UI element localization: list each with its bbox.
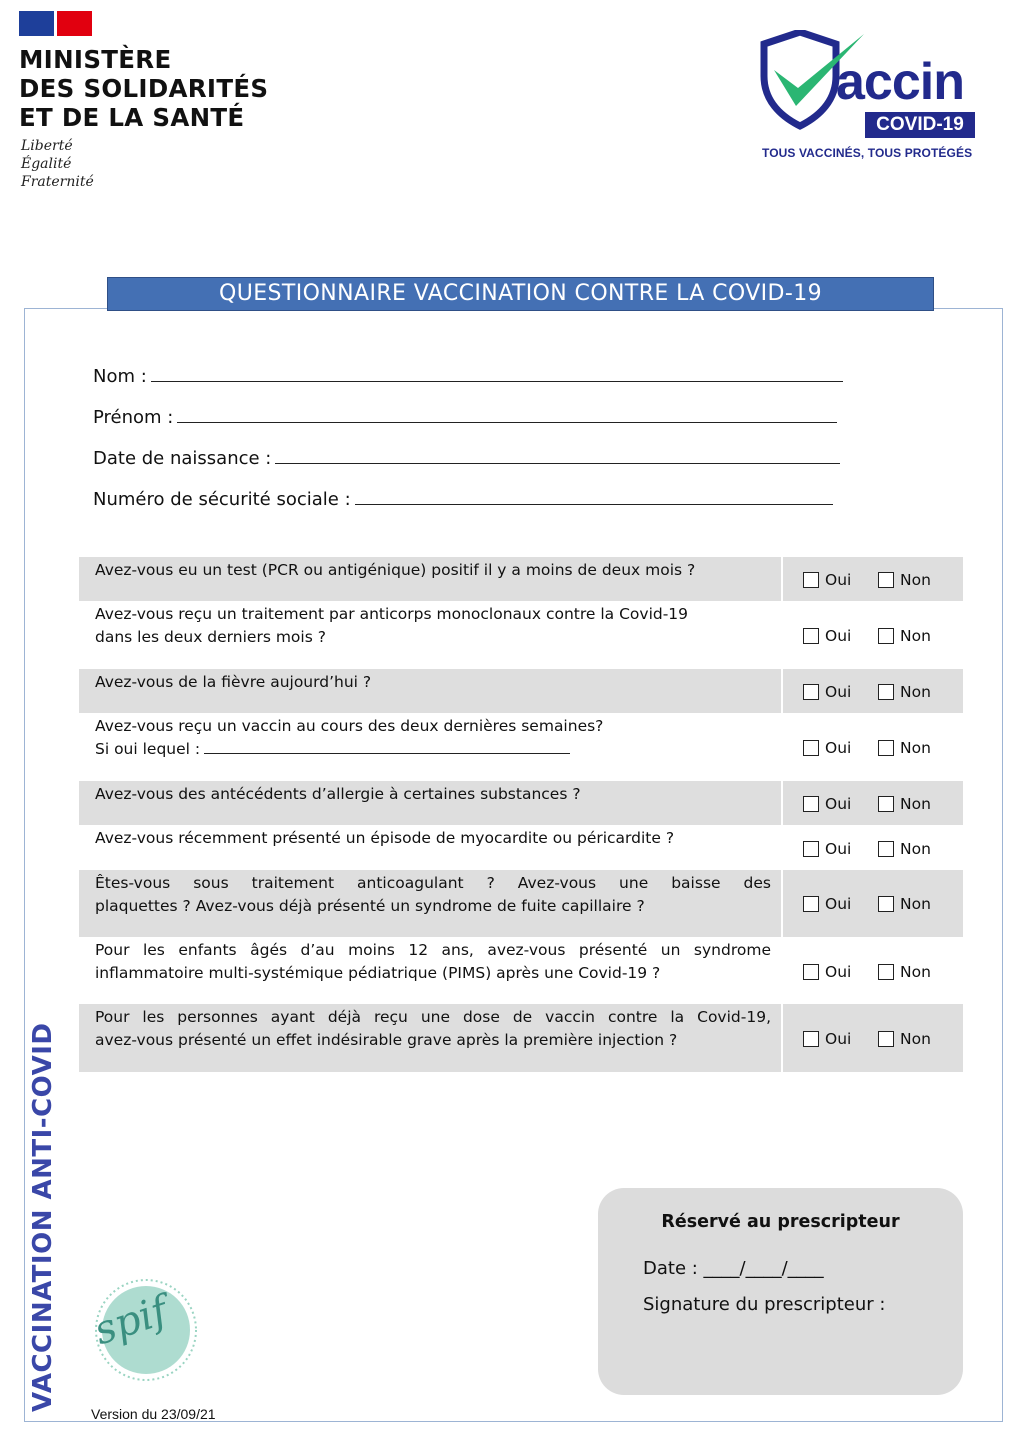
field-date-naissance[interactable] [93, 448, 840, 470]
checkbox-icon[interactable] [878, 628, 894, 644]
checkbox-icon[interactable] [803, 796, 819, 812]
question-2-line-2: dans les deux derniers mois ? [95, 627, 326, 646]
checkbox-icon[interactable] [803, 740, 819, 756]
motto-fraternite: Fraternité [21, 174, 94, 190]
vaccin-tagline: TOUS VACCINÉS, TOUS PROTÉGÉS [762, 146, 973, 160]
version-text: Version du 23/09/21 [91, 1406, 216, 1422]
vaccin-word: accin [836, 53, 964, 111]
prescriber-signature-field[interactable]: Signature du prescripteur : [643, 1294, 886, 1315]
q7-non-checkbox[interactable] [878, 894, 931, 914]
q3-oui-label: Oui [825, 683, 852, 701]
question-text-2 [79, 601, 781, 669]
checkbox-icon[interactable] [878, 684, 894, 700]
q5-oui-checkbox[interactable] [803, 794, 851, 814]
q2-oui-label: Oui [825, 627, 852, 645]
question-row-3 [79, 669, 963, 713]
q8-non-label: Non [900, 963, 931, 981]
question-9-line-2: avez-vous présenté un effet indésirable grave après la première injection ? [95, 1030, 678, 1049]
q9-non-checkbox[interactable] [878, 1029, 931, 1049]
question-row-5 [79, 781, 963, 825]
ministry-line-1: MINISTÈRE [19, 45, 172, 74]
field-nom-label: Nom : [93, 366, 147, 387]
checkbox-icon[interactable] [803, 1031, 819, 1047]
checkbox-icon[interactable] [803, 628, 819, 644]
field-nom-line[interactable] [151, 367, 843, 382]
checkbox-icon[interactable] [878, 572, 894, 588]
question-options-7 [783, 870, 963, 937]
question-4-line-1: Avez-vous reçu un vaccin au cours des deux dernières semaines? [95, 717, 604, 735]
checkbox-icon[interactable] [878, 796, 894, 812]
question-row-7 [79, 870, 963, 937]
q4-oui-label: Oui [825, 739, 852, 757]
checkbox-icon[interactable] [878, 740, 894, 756]
question-text-4 [79, 713, 781, 781]
q4-non-label: Non [900, 739, 931, 757]
q2-non-label: Non [900, 627, 931, 645]
q8-oui-checkbox[interactable] [803, 962, 851, 982]
question-4-line-2 [95, 738, 771, 761]
q8-oui-label: Oui [825, 963, 852, 981]
ministry-name [19, 45, 268, 132]
checkbox-icon[interactable] [803, 572, 819, 588]
q2-oui-checkbox[interactable] [803, 626, 851, 646]
question-8-line-1: Pour les enfants âgés d’au moins 12 ans, avez-vous présenté un syndrome [95, 941, 771, 959]
flag-red [57, 11, 92, 36]
q2-non-checkbox[interactable] [878, 626, 931, 646]
prescriber-date-field[interactable]: Date : ____/____/____ [643, 1258, 824, 1279]
question-row-6 [79, 825, 963, 870]
q5-non-checkbox[interactable] [878, 794, 931, 814]
checkbox-icon[interactable] [803, 841, 819, 857]
question-8-line-2: inflammatoire multi-systémique pédiatrique (PIMS) après une Covid-19 ? [95, 963, 661, 982]
question-7-line-2: plaquettes ? Avez-vous déjà présenté un syndrome de fuite capillaire ? [95, 896, 645, 915]
motto-egalite: Égalité [21, 156, 72, 172]
q9-non-label: Non [900, 1030, 931, 1048]
ministry-line-2: DES SOLIDARITÉS [19, 74, 269, 103]
field-date-naissance-line[interactable] [275, 449, 840, 464]
vaccine-name-line[interactable] [204, 741, 570, 754]
question-5-line-1: Avez-vous des antécédents d’allergie à certaines substances ? [95, 785, 581, 803]
checkbox-icon[interactable] [803, 684, 819, 700]
question-6-line-1: Avez-vous récemment présenté un épisode de myocardite ou péricardite ? [95, 829, 675, 847]
q1-oui-checkbox[interactable] [803, 570, 851, 590]
question-options-4 [783, 713, 963, 781]
flag-blue [19, 11, 54, 36]
question-text-6 [79, 825, 781, 870]
field-securite-sociale-line[interactable] [355, 490, 833, 505]
q1-non-checkbox[interactable] [878, 570, 931, 590]
field-prenom-label: Prénom : [93, 407, 174, 428]
field-prenom[interactable] [93, 407, 837, 429]
republic-motto [21, 137, 94, 191]
question-text-9 [79, 1004, 781, 1072]
question-options-5 [783, 781, 963, 825]
q9-oui-checkbox[interactable] [803, 1029, 851, 1049]
question-text-8 [79, 937, 781, 1004]
question-options-1 [783, 557, 963, 601]
q5-oui-label: Oui [825, 795, 852, 813]
checkbox-icon[interactable] [803, 964, 819, 980]
q7-non-label: Non [900, 895, 931, 913]
question-9-line-1: Pour les personnes ayant déjà reçu une dose de vaccin contre la Covid-19, [95, 1008, 771, 1026]
q3-oui-checkbox[interactable] [803, 682, 851, 702]
spif-logo [90, 1278, 198, 1386]
form-title: QUESTIONNAIRE VACCINATION CONTRE LA COVID-19 [107, 277, 934, 311]
checkbox-icon[interactable] [878, 1031, 894, 1047]
question-text-1 [79, 557, 781, 601]
q3-non-label: Non [900, 683, 931, 701]
question-options-6 [783, 825, 963, 870]
q5-non-label: Non [900, 795, 931, 813]
question-row-4 [79, 713, 963, 781]
q7-oui-checkbox[interactable] [803, 894, 851, 914]
vaccin-covid-logo [760, 30, 980, 165]
question-row-8 [79, 937, 963, 1004]
question-4-line-2-label: Si oui lequel : [95, 739, 201, 758]
question-row-2 [79, 601, 963, 669]
question-2-line-1: Avez-vous reçu un traitement par anticorps monoclonaux contre la Covid-19 [95, 605, 689, 623]
question-options-3 [783, 669, 963, 713]
checkbox-icon[interactable] [878, 841, 894, 857]
field-securite-sociale-label: Numéro de sécurité sociale : [93, 489, 351, 510]
question-text-7 [79, 870, 781, 937]
covid-badge: COVID-19 [865, 112, 975, 138]
prescriber-title: Réservé au prescripteur [661, 1212, 900, 1232]
prescriber-box [598, 1188, 963, 1395]
spif-word: spif [88, 1287, 174, 1355]
q1-non-label: Non [900, 571, 931, 589]
field-prenom-line[interactable] [177, 408, 837, 423]
q6-oui-checkbox[interactable] [803, 839, 851, 859]
question-options-2 [783, 601, 963, 669]
side-label: VACCINATION ANTI-COVID [28, 1022, 58, 1412]
question-row-1 [79, 557, 963, 601]
checkbox-icon[interactable] [803, 896, 819, 912]
q9-oui-label: Oui [825, 1030, 852, 1048]
q6-non-checkbox[interactable] [878, 839, 931, 859]
q7-oui-label: Oui [825, 895, 852, 913]
q1-oui-label: Oui [825, 571, 852, 589]
question-text-5 [79, 781, 781, 825]
q6-non-label: Non [900, 840, 931, 858]
field-nom[interactable] [93, 366, 843, 388]
ministry-line-3: ET DE LA SANTÉ [19, 103, 245, 132]
question-options-9 [783, 1004, 963, 1072]
question-1-line-1: Avez-vous eu un test (PCR ou antigénique) positif il y a moins de deux mois ? [95, 561, 696, 579]
checkbox-icon[interactable] [878, 896, 894, 912]
motto-liberte: Liberté [21, 138, 73, 154]
checkbox-icon[interactable] [878, 964, 894, 980]
french-flag-logo [19, 11, 92, 36]
question-options-8 [783, 937, 963, 1004]
q4-oui-checkbox[interactable] [803, 738, 851, 758]
field-securite-sociale[interactable] [93, 489, 833, 511]
field-date-naissance-label: Date de naissance : [93, 448, 272, 469]
question-text-3 [79, 669, 781, 713]
q4-non-checkbox[interactable] [878, 738, 931, 758]
q8-non-checkbox[interactable] [878, 962, 931, 982]
question-7-line-1: Êtes-vous sous traitement anticoagulant ? Avez-vous une baisse des [95, 874, 771, 892]
q3-non-checkbox[interactable] [878, 682, 931, 702]
q6-oui-label: Oui [825, 840, 852, 858]
question-row-9 [79, 1004, 963, 1072]
question-3-line-1: Avez-vous de la fièvre aujourd’hui ? [95, 673, 372, 691]
